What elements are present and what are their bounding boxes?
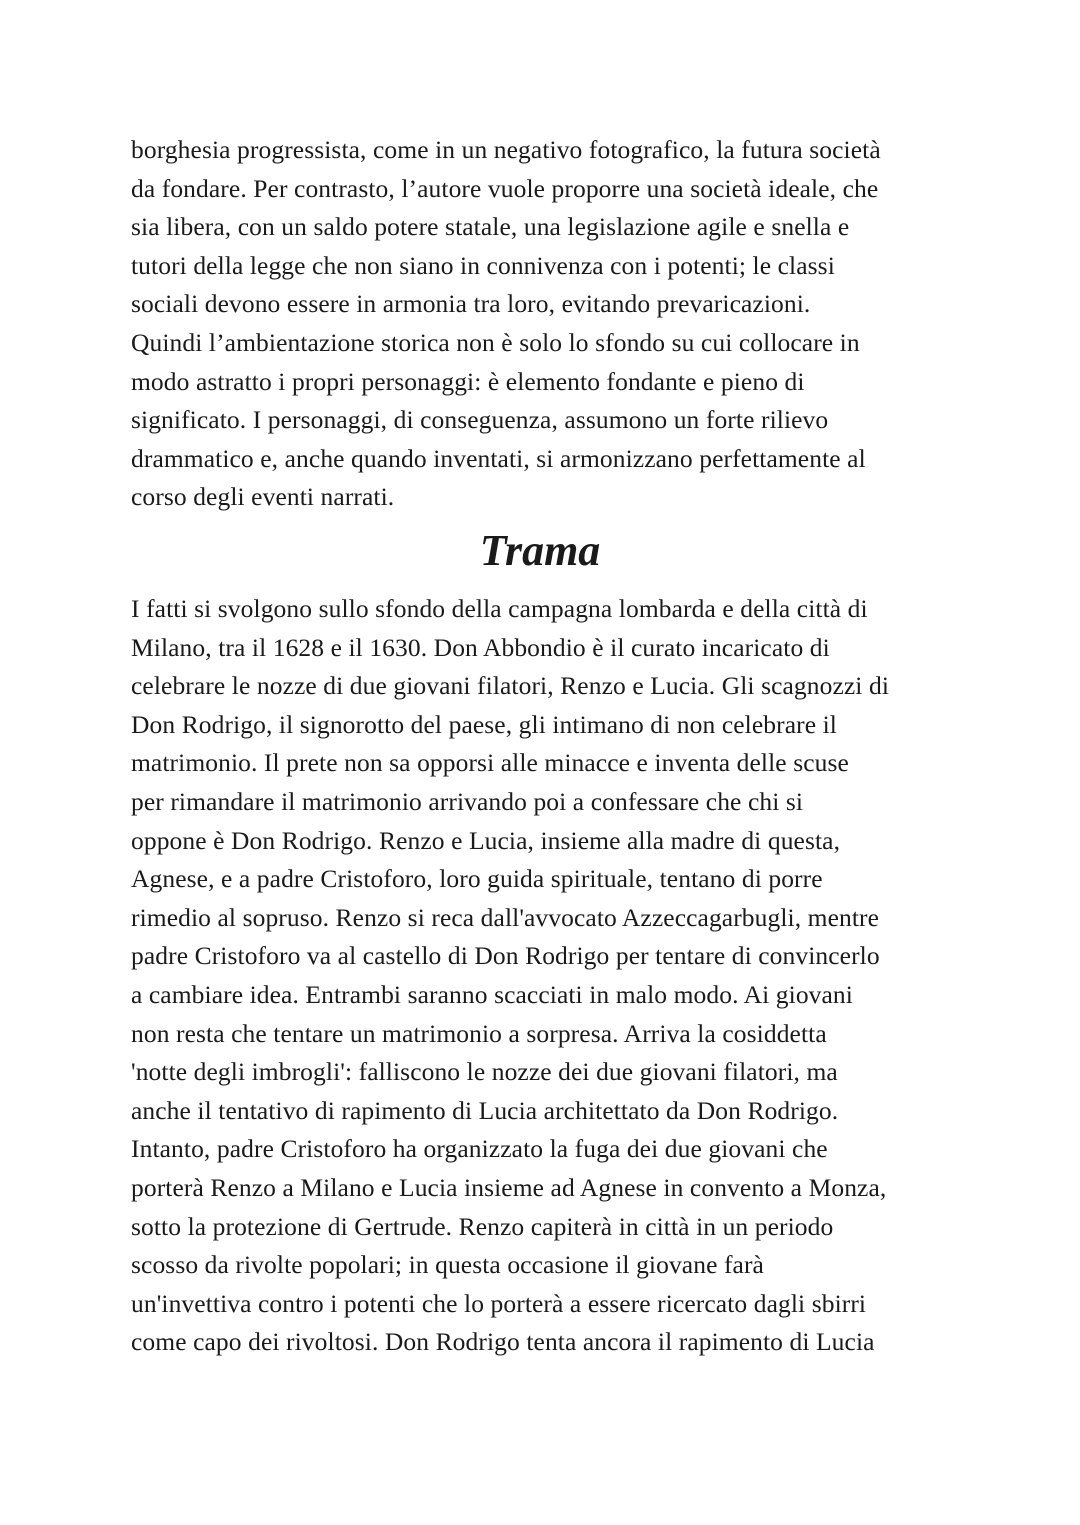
text-line: oppone è Don Rodrigo. Renzo e Lucia, insieme alla madre di questa, — [131, 825, 841, 855]
text-line: scosso da rivolte popolari; in questa occasione il giovane farà — [131, 1250, 764, 1280]
text-line: Don Rodrigo, il signorotto del paese, gli intimano di non celebrare il — [131, 709, 837, 739]
text-line: padre Cristoforo va al castello di Don Rodrigo per tentare di convincerlo — [131, 941, 880, 971]
plot-paragraph — [131, 590, 961, 1362]
text-line: I fatti si svolgono sullo sfondo della campagna lombarda e della città di — [131, 594, 868, 623]
text-line: Milano, tra il 1628 e il 1630. Don Abbondio è il curato incaricato di — [131, 632, 830, 662]
text-line: per rimandare il matrimonio arrivando poi a confessare che chi si — [131, 786, 804, 816]
text-line: corso degli eventi narrati. — [131, 482, 395, 512]
text-line: porterà Renzo a Milano e Lucia insieme ad Agnese in convento a Monza, — [131, 1172, 887, 1202]
text-line: a cambiare idea. Entrambi saranno scacciati in malo modo. Ai giovani — [131, 979, 853, 1009]
text-line: Quindi l’ambientazione storica non è solo lo sfondo su cui collocare in — [131, 327, 860, 357]
intro-paragraph — [131, 131, 961, 517]
text-line: borghesia progressista, come in un negativo fotografico, la futura società — [131, 135, 881, 164]
text-line: un'invettiva contro i potenti che lo porterà a essere ricercato dagli sbirri — [131, 1288, 867, 1318]
text-line: non resta che tentare un matrimonio a sorpresa. Arriva la cosiddetta — [131, 1018, 827, 1048]
text-line: Agnese, e a padre Cristoforo, loro guida spirituale, tentano di porre — [131, 864, 823, 894]
text-line: anche il tentativo di rapimento di Lucia architettato da Don Rodrigo. — [131, 1095, 839, 1125]
text-line: sotto la protezione di Gertrude. Renzo capiterà in città in un periodo — [131, 1211, 834, 1241]
text-line: significato. I personaggi, di conseguenza, assumono un forte rilievo — [131, 405, 829, 435]
text-line: modo astratto i propri personaggi: è elemento fondante e pieno di — [131, 366, 805, 396]
section-heading: Trama — [479, 526, 601, 575]
text-line: rimedio al sopruso. Renzo si reca dall'avvocato Azzeccagarbugli, mentre — [131, 902, 880, 932]
text-line: Intanto, padre Cristoforo ha organizzato la fuga dei due giovani che — [131, 1134, 828, 1164]
text-line: come capo dei rivoltosi. Don Rodrigo tenta ancora il rapimento di Lucia — [131, 1327, 875, 1357]
text-line: 'notte degli imbrogli': falliscono le nozze dei due giovani filatori, ma — [131, 1057, 838, 1087]
text-line: sociali devono essere in armonia tra loro, evitando prevaricazioni. — [131, 289, 811, 319]
text-line: celebrare le nozze di due giovani filatori, Renzo e Lucia. Gli scagnozzi di — [131, 671, 890, 701]
text-line: drammatico e, anche quando inventati, si armonizzano perfettamente al — [131, 443, 866, 473]
text-line: tutori della legge che non siano in connivenza con i potenti; le classi — [131, 250, 835, 280]
text-line: da fondare. Per contrasto, l’autore vuole proporre una società ideale, che — [131, 173, 879, 203]
text-line: matrimonio. Il prete non sa opporsi alle minacce e inventa delle scuse — [131, 748, 849, 778]
text-line: sia libera, con un saldo potere statale, una legislazione agile e snella e — [131, 212, 850, 242]
